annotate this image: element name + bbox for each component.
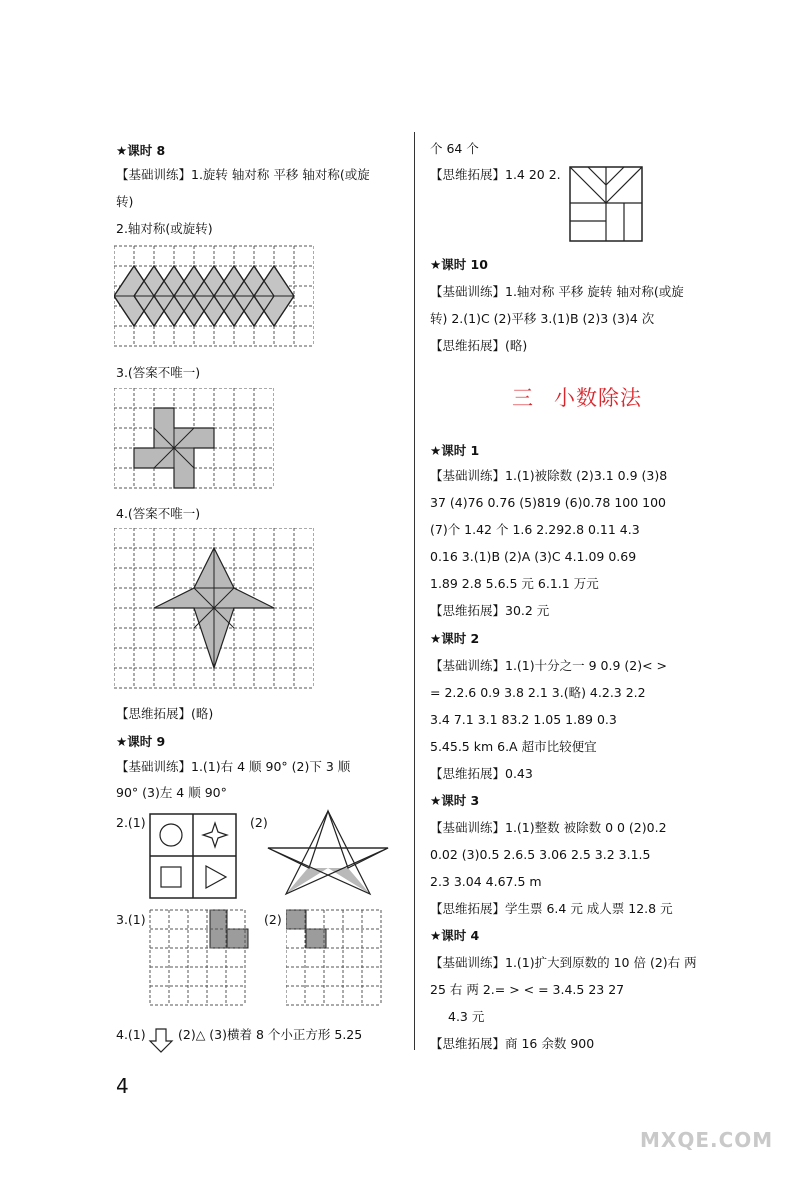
lesson-9-title: ★课时 9 xyxy=(116,734,166,749)
watermark: MXQE.COM xyxy=(640,1128,774,1152)
k2-line2: = 2.2.6 0.9 3.8 2.1 3.(略) 4.2.3 2.2 xyxy=(430,685,646,700)
k1-think: 【思维拓展】30.2 元 xyxy=(430,603,550,618)
lesson-10-basic-line2: 转) 2.(1)C (2)平移 3.(1)B (2)3 (3)4 次 xyxy=(430,311,655,326)
chapter-number: 三 xyxy=(512,386,534,410)
k1-line1: 【基础训练】1.(1)被除数 (2)3.1 0.9 (3)8 xyxy=(430,468,668,483)
right-top-line1: 个 64 个 xyxy=(430,141,479,156)
lesson-9-q2-part2: (2) xyxy=(250,815,268,830)
rhombus-chain-figure xyxy=(114,244,314,350)
k1-line5: 1.89 2.8 5.6.5 元 6.1.1 万元 xyxy=(430,576,599,591)
lesson-9-q4-part1: 4.(1) xyxy=(116,1027,146,1042)
k1-line3: (7)个 1.42 个 1.6 2.292.8 0.11 4.3 xyxy=(430,522,640,537)
right-top-line2: 【思维拓展】1.4 20 2. xyxy=(430,167,561,182)
lesson-8-q4: 4.(答案不唯一) xyxy=(116,506,201,521)
k3-title: ★课时 3 xyxy=(430,793,480,808)
lesson-8-basic-line1: 【基础训练】1.旋转 轴对称 平移 轴对称(或旋 xyxy=(116,167,370,182)
four-symbols-figure xyxy=(148,812,240,902)
page-number: 4 xyxy=(116,1074,129,1098)
lesson-9-basic-line1: 【基础训练】1.(1)右 4 顺 90° (2)下 3 顺 xyxy=(116,759,351,774)
k4-line1: 【基础训练】1.(1)扩大到原数的 10 倍 (2)右 两 xyxy=(430,955,697,970)
lesson-8-basic-line2: 转) xyxy=(116,194,134,209)
k2-think: 【思维拓展】0.43 xyxy=(430,766,533,781)
k3-line3: 2.3 3.04 4.67.5 m xyxy=(430,874,542,889)
star-shape-figure xyxy=(114,528,314,696)
k3-think: 【思维拓展】学生票 6.4 元 成人票 12.8 元 xyxy=(430,901,673,916)
lesson-10-think: 【思维拓展】(略) xyxy=(430,338,528,353)
k4-line3: 4.3 元 xyxy=(448,1009,485,1024)
lesson-8-think: 【思维拓展】(略) xyxy=(116,706,214,721)
grid-shaded-figure-2 xyxy=(286,908,398,1008)
k2-line3: 3.4 7.1 3.1 83.2 1.05 1.89 0.3 xyxy=(430,712,617,727)
column-divider xyxy=(414,132,415,1050)
k2-line1: 【基础训练】1.(1)十分之一 9 0.9 (2)< > xyxy=(430,658,668,673)
k3-line2: 0.02 (3)0.5 2.6.5 3.06 2.5 3.2 3.1.5 xyxy=(430,847,651,862)
lesson-8-title: ★课时 8 xyxy=(116,143,166,158)
lesson-9-q3-part1: 3.(1) xyxy=(116,912,146,927)
chapter-title: 小数除法 xyxy=(554,386,642,410)
grid-shaded-figure-1 xyxy=(148,908,260,1008)
k4-line2: 25 右 两 2.= > < = 3.4.5 23 27 xyxy=(430,982,625,997)
five-point-star-figure xyxy=(262,808,392,898)
lesson-9-q2-part1: 2.(1) xyxy=(116,815,146,830)
k1-line2: 37 (4)76 0.76 (5)819 (6)0.78 100 100 xyxy=(430,495,667,510)
lesson-9-q3-part2: (2) xyxy=(264,912,282,927)
lesson-9-q4-part2: (2)△ (3)横着 8 个小正方形 5.25 xyxy=(178,1027,363,1042)
k4-think: 【思维拓展】商 16 余数 900 xyxy=(430,1036,595,1051)
k3-line1: 【基础训练】1.(1)整数 被除数 0 0 (2)0.2 xyxy=(430,820,667,835)
k1-title: ★课时 1 xyxy=(430,443,480,458)
lesson-8-q3: 3.(答案不唯一) xyxy=(116,365,201,380)
k1-line4: 0.16 3.(1)B (2)A (3)C 4.1.09 0.69 xyxy=(430,549,637,564)
lesson-8-q2: 2.轴对称(或旋转) xyxy=(116,221,213,236)
chapter-heading xyxy=(512,382,662,412)
k4-title: ★课时 4 xyxy=(430,928,480,943)
k2-line4: 5.45.5 km 6.A 超市比较便宜 xyxy=(430,739,597,754)
lesson-9-basic-line2: 90° (3)左 4 顺 90° xyxy=(116,785,227,800)
lesson-10-title: ★课时 10 xyxy=(430,257,488,272)
lesson-10-basic-line1: 【基础训练】1.轴对称 平移 旋转 轴对称(或旋 xyxy=(430,284,684,299)
cross-shape-figure xyxy=(114,388,274,498)
down-arrow-icon xyxy=(148,1028,174,1054)
k2-title: ★课时 2 xyxy=(430,631,480,646)
square-dissection-figure xyxy=(568,165,644,243)
